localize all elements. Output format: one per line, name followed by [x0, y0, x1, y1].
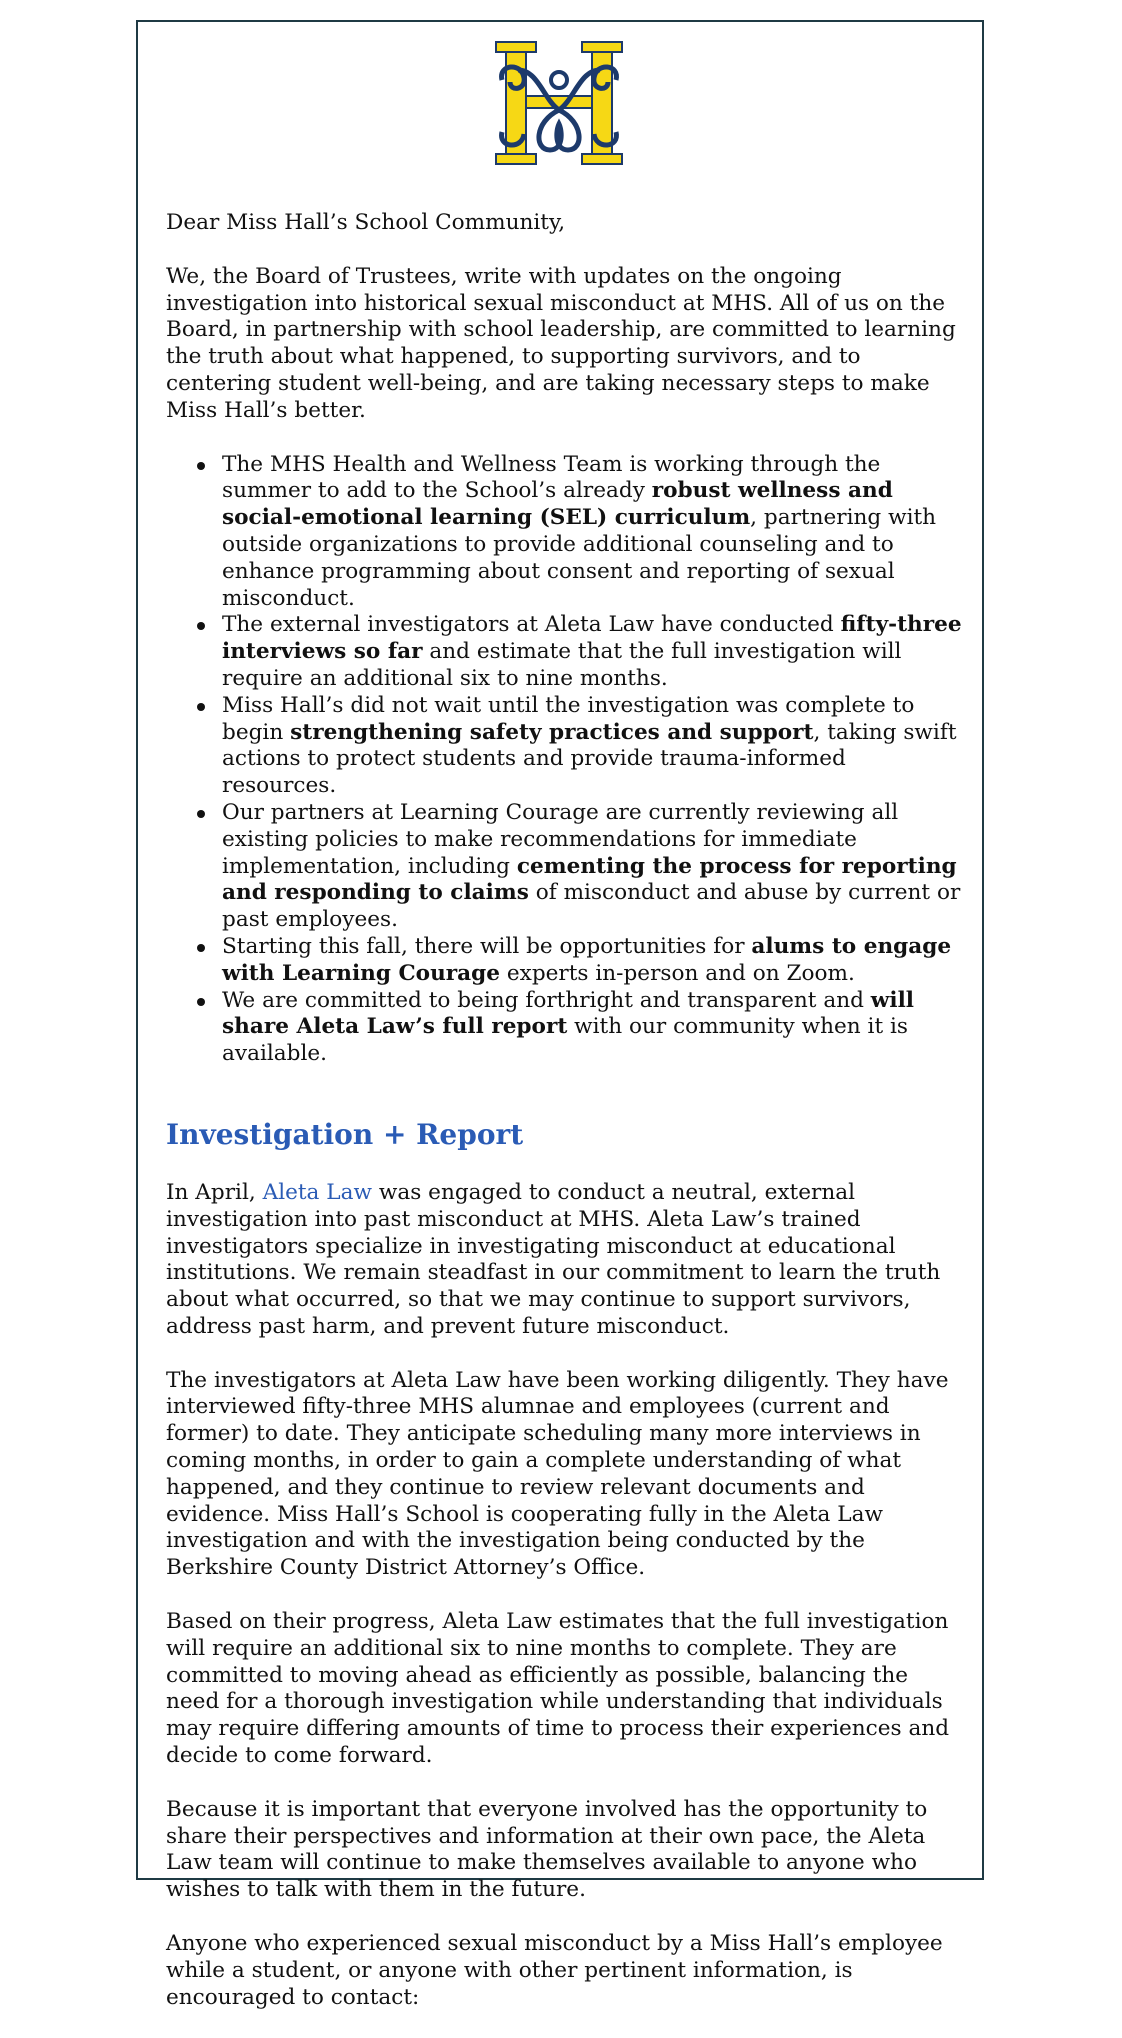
- salutation: Dear Miss Hall’s School Community,: [166, 210, 566, 235]
- aleta-law-link[interactable]: Aleta Law: [262, 1179, 372, 1205]
- progress-paragraph: The investigators at Aleta Law have been working diligently. They have interviewed fifty-three MHS alumnae and employees (current and former) to date. They anticipate scheduling many more interviews in coming months, in order to gain a complete understanding of what happened, and they continue to review relevant documents and evidence. Miss Hall’s School is cooperating fully in the Aleta Law investigation and with the investigation being conducted by the Berkshire County District Attorney’s Office.: [166, 1367, 949, 1581]
- section-heading: Investigation + Report: [166, 1117, 524, 1151]
- mhs-monogram-logo-icon: [494, 40, 624, 166]
- list-item: The external investigators at Aleta Law have conducted fifty-three interviews so far and estimate that the full investigation will require an additional six to nine months.: [222, 612, 966, 692]
- investigation-paragraph: In April, Aleta Law was engaged to conduct a neutral, external investigation into past misconduct at MHS. Aleta Law’s trained investigators specialize in investigating misconduct at educational institutions. We remain steadfast in our commitment to learn the truth about what occurred, so that we may continue to support survivors, address past harm, and prevent future misconduct.: [166, 1179, 941, 1339]
- contact-paragraph: Anyone who experienced sexual misconduct by a Miss Hall’s employee while a student, or anyone with other pertinent information, is encouraged to contact:: [166, 1931, 943, 2010]
- list-item: Our partners at Learning Courage are currently reviewing all existing policies to make recommendations for immediate implementation, including cementing the process for reporting and responding to claims of misconduct and abuse by current or past employees.: [222, 800, 966, 934]
- letter-body: [166, 210, 966, 2038]
- list-item: Starting this fall, there will be opportunities for alums to engage with Learning Courage experts in-person and on Zoom.: [222, 934, 966, 988]
- list-item: The MHS Health and Wellness Team is working through the summer to add to the School’s already robust wellness and social-emotional learning (SEL) curriculum, partnering with outside organizations to provide additional counseling and to enhance programming about consent and reporting of sexual misconduct.: [222, 452, 966, 613]
- intro-paragraph: We, the Board of Trustees, write with updates on the ongoing investigation into historical sexual misconduct at MHS. All of us on the Board, in partnership with school leadership, are committed to learning the truth about what happened, to supporting survivors, and to centering student well-being, and are taking necessary steps to make Miss Hall’s better.: [166, 263, 956, 423]
- update-list: [166, 452, 966, 1068]
- availability-paragraph: Because it is important that everyone involved has the opportunity to share their perspectives and information at their own pace, the Aleta Law team will continue to make themselves available to anyone who wishes to talk with them in the future.: [166, 1796, 928, 1903]
- list-item: Miss Hall’s did not wait until the investigation was complete to begin strengthening safety practices and support, taking swift actions to protect students and provide trauma-informed resources.: [222, 693, 966, 800]
- list-item: We are committed to being forthright and transparent and will share Aleta Law’s full report with our community when it is available.: [222, 988, 966, 1068]
- timeline-paragraph: Based on their progress, Aleta Law estimates that the full investigation will require an additional six to nine months to complete. They are committed to moving ahead as efficiently as possible, balancing the need for a thorough investigation while understanding that individuals may require differing amounts of time to process their experiences and decide to come forward.: [166, 1609, 950, 1769]
